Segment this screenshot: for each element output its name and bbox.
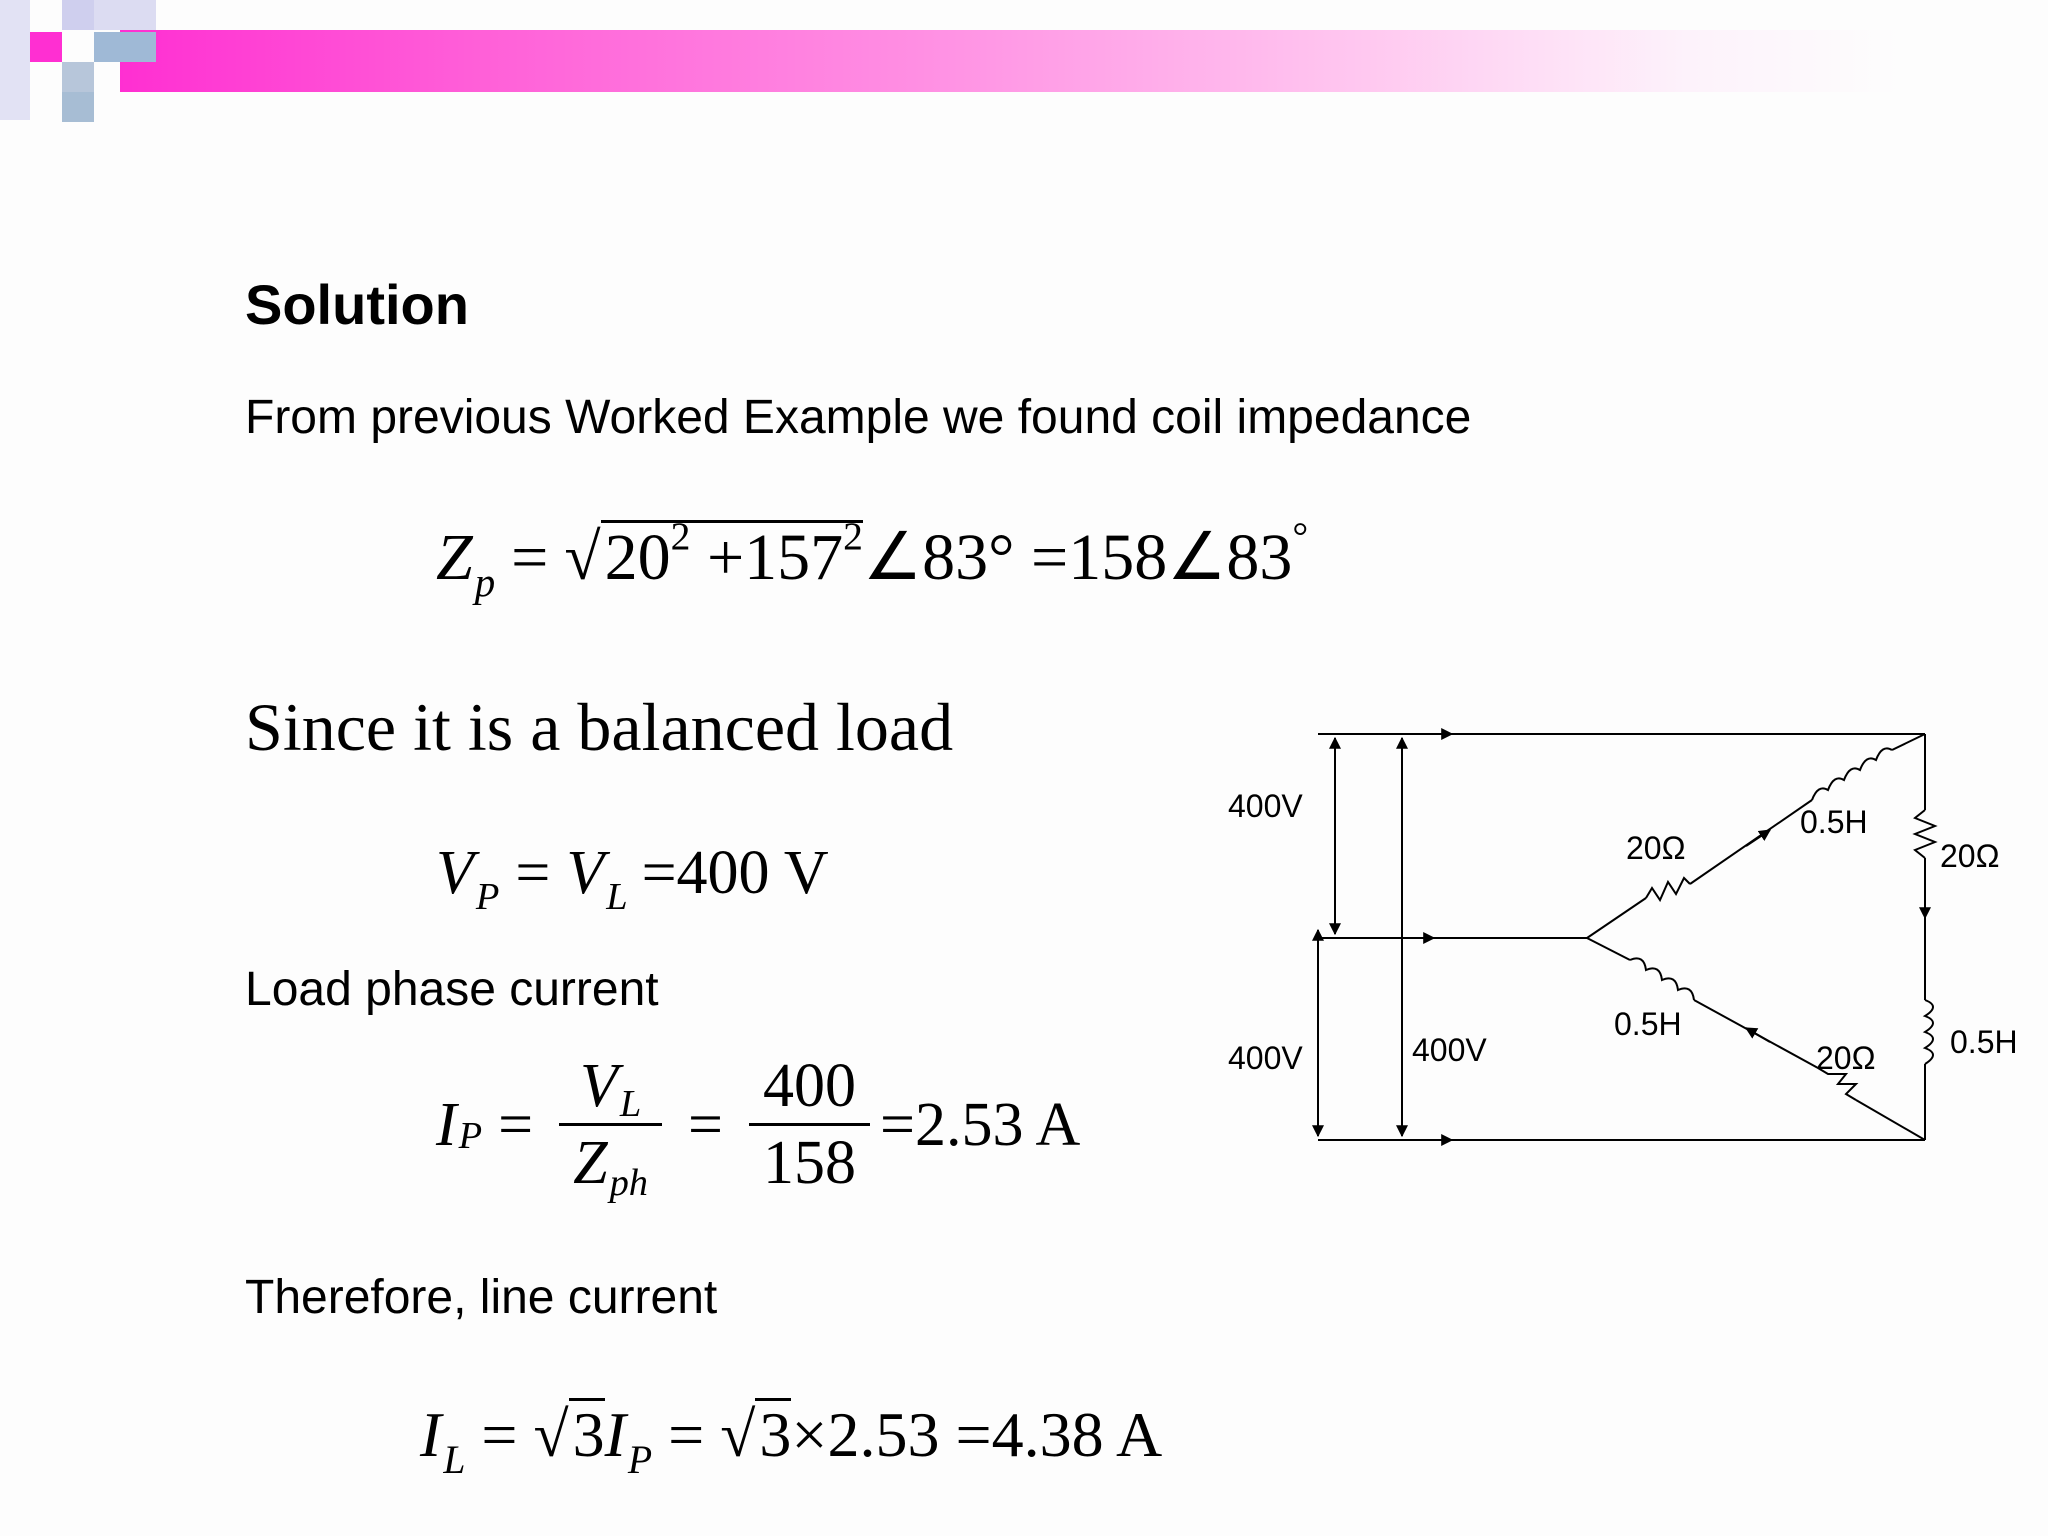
fraction-vl-zph: $\frac{VL}{\text{Zph}}$	[559, 1055, 662, 1194]
impedance-equation: $Z_p = √20^2$ $+157^2\angle 83^\circ$ =158∠83°	[436, 514, 1309, 606]
balanced-load-text: Since it is a balanced load	[245, 689, 954, 765]
fraction-400-158: $\frac{400}{158}$	[749, 1055, 870, 1194]
inductor-right	[1925, 1000, 1933, 1064]
label-inductor-right: 0.5H	[1950, 1024, 2018, 1060]
resistor-upper	[1646, 878, 1690, 900]
voltage-equation: $V_P = V_L =400$ V	[436, 839, 829, 919]
zp-rhs: ∠83° =158∠83	[862, 521, 1293, 594]
zp-lhs-sub: p	[474, 560, 496, 606]
label-inductor-lower: 0.5H	[1614, 1006, 1682, 1042]
intro-text: From previous Worked Example we found coil impedance	[245, 391, 1472, 444]
label-resistor-upper: 20Ω	[1626, 830, 1686, 866]
phase-current-equation: I P = $\frac{VL}{\text{Zph}}$ = $\frac{400}{158}$ =2.53 A	[436, 1052, 1081, 1204]
zp-degree: °	[1292, 514, 1309, 559]
label-voltage-bottom: 400V	[1228, 1040, 1303, 1076]
inductor-upper	[1812, 748, 1892, 800]
load-phase-current-label: Load phase current	[245, 963, 659, 1016]
label-voltage-outer: 400V	[1412, 1032, 1487, 1068]
slide-title: Solution	[245, 273, 469, 336]
label-resistor-lower: 20Ω	[1816, 1040, 1876, 1076]
label-resistor-right: 20Ω	[1940, 838, 2000, 874]
line-current-equation: $I_L = √3I_P = √3\times 2.53 =4.38$ A	[420, 1399, 1163, 1482]
inductor-lower	[1630, 958, 1694, 1000]
label-inductor-upper: 0.5H	[1800, 804, 1868, 840]
label-voltage-top: 400V	[1228, 788, 1303, 824]
zp-lhs: Z	[436, 521, 473, 594]
radical-sign: √	[564, 521, 601, 594]
zp-radicand: $20^2 +157^2$	[601, 520, 863, 592]
line-current-label: Therefore, line current	[245, 1271, 718, 1324]
resistor-right	[1915, 810, 1935, 858]
